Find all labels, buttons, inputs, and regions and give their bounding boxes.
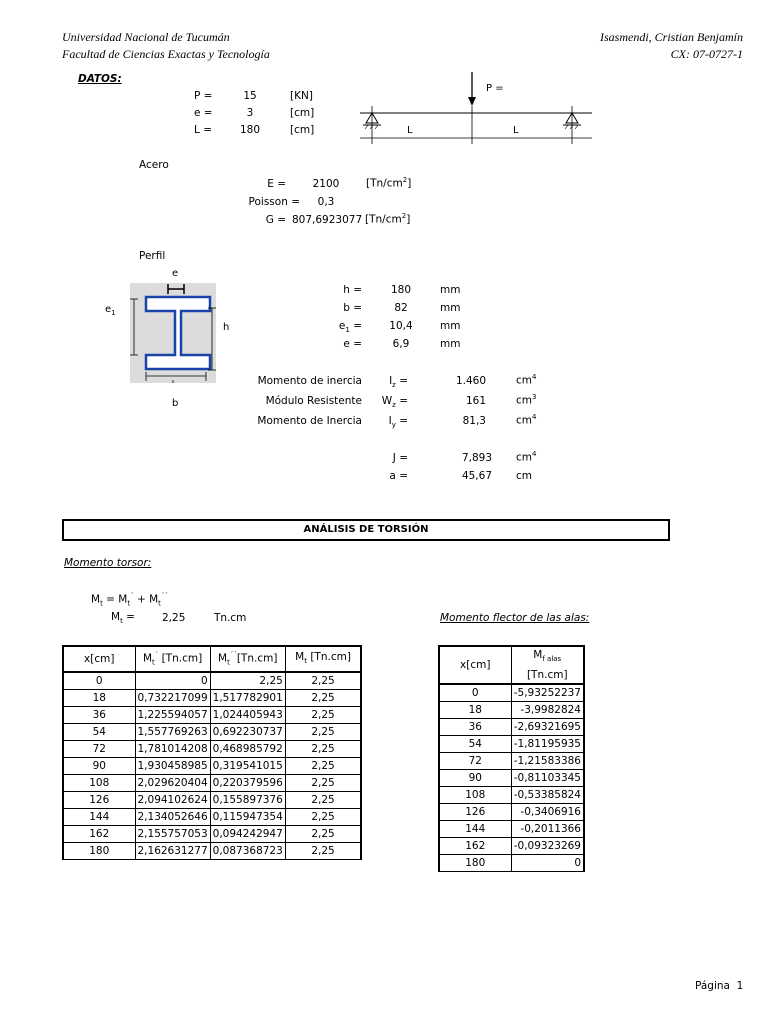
col-header-mt2: $M_t^{´´}[Tn.cm]$ <box>210 646 285 672</box>
page-number: Página 1 <box>695 980 744 992</box>
span-left-label: L <box>407 125 413 136</box>
table-row <box>63 757 361 774</box>
table-cell: 90 <box>439 770 511 787</box>
table-header-row <box>63 646 361 672</box>
table-row <box>439 702 584 719</box>
table-row <box>63 723 361 740</box>
table-cell: 2,25 <box>210 672 285 690</box>
table-cell: 0,692230737 <box>210 723 285 740</box>
faculty-name: Facultad de Ciencias Exactas y Tecnología <box>62 47 270 61</box>
university-name: Universidad Nacional de Tucumán <box>62 30 230 44</box>
table-cell: 2,25 <box>285 842 361 859</box>
datos-title: DATOS: <box>78 73 122 85</box>
table-row <box>439 804 584 821</box>
table-cell: 0 <box>511 855 584 872</box>
table-cell: 1,557769263 <box>135 723 210 740</box>
datos-value: 3 <box>246 107 254 119</box>
table-cell: 1,024405943 <box>210 706 285 723</box>
b-dim-label: b <box>172 398 179 409</box>
g-label: G = <box>265 214 286 226</box>
table-cell: 2,25 <box>285 791 361 808</box>
prop-name: Momento de Inercia <box>257 415 362 427</box>
table-cell: 0,155897376 <box>210 791 285 808</box>
col-header-mf: $M_{f alas}$ [Tn.cm] <box>511 646 584 684</box>
dim-unit: mm <box>440 284 461 296</box>
prop-unit: $cm^4$ <box>516 373 537 387</box>
torsor-title: Momento torsor: <box>64 557 152 569</box>
table-cell: -0,09323269 <box>511 838 584 855</box>
datos-value: 180 <box>239 124 261 136</box>
table-cell: 0,220379596 <box>210 774 285 791</box>
datos-label: e = <box>194 107 213 119</box>
poisson-label: Poisson = <box>248 196 300 208</box>
flector-table <box>438 645 585 872</box>
table-row <box>63 842 361 859</box>
table-cell: 2,25 <box>285 723 361 740</box>
table-cell: 2,25 <box>285 808 361 825</box>
dim-label: e = <box>343 338 362 350</box>
prop-symbol: $W_z$ = <box>381 395 408 410</box>
table-cell: 2,094102624 <box>135 791 210 808</box>
table-cell: 2,25 <box>285 689 361 706</box>
dim-unit: mm <box>440 302 461 314</box>
table-cell: 2,155757053 <box>135 825 210 842</box>
prop-value: 161 <box>465 395 486 407</box>
dim-unit: mm <box>440 338 461 350</box>
perfil-title: Perfil <box>139 250 166 262</box>
table-cell: 54 <box>439 736 511 753</box>
table-cell: 72 <box>439 753 511 770</box>
table-cell: 2,25 <box>285 706 361 723</box>
table-cell: 0,732217099 <box>135 689 210 706</box>
torsor-value: 2,25 <box>162 612 186 624</box>
table-cell: 1,517782901 <box>210 689 285 706</box>
table-row <box>63 808 361 825</box>
dim-value: 10,4 <box>389 320 413 332</box>
table-cell: 162 <box>63 825 135 842</box>
a-label: a = <box>389 470 408 482</box>
poisson-value: 0,3 <box>317 196 335 208</box>
table-cell: -1,21583386 <box>511 753 584 770</box>
datos-unit: [KN] <box>290 90 313 102</box>
prop-name: Momento de inercia <box>257 375 362 387</box>
e1-dim-label: $e_1$ <box>105 304 116 317</box>
e-label: E = <box>267 178 286 190</box>
torsor-unit: Tn.cm <box>214 612 247 624</box>
table-row <box>63 774 361 791</box>
table-row <box>439 855 584 872</box>
table-cell: 2,134052646 <box>135 808 210 825</box>
table-row <box>439 821 584 838</box>
table-cell: 0 <box>135 672 210 690</box>
datos-label: L = <box>194 124 212 136</box>
j-unit: $cm^4$ <box>516 450 537 464</box>
prop-unit: $cm^3$ <box>516 393 537 407</box>
prop-unit: $cm^4$ <box>516 413 537 427</box>
g-value: 807,6923077 <box>292 214 363 226</box>
dim-value: 180 <box>390 284 412 296</box>
table-cell: 2,162631277 <box>135 842 210 859</box>
e-dim-label: e <box>172 268 179 279</box>
table-cell: 2,25 <box>285 774 361 791</box>
prop-value: 81,3 <box>462 415 486 427</box>
table-cell: -0,3406916 <box>511 804 584 821</box>
table-row <box>439 770 584 787</box>
table-cell: -2,69321695 <box>511 719 584 736</box>
table-cell: 0,087368723 <box>210 842 285 859</box>
table-cell: 2,25 <box>285 757 361 774</box>
j-value: 7,893 <box>461 452 492 464</box>
col-header-x: x[cm] <box>63 646 135 672</box>
prop-value: 1.460 <box>455 375 486 387</box>
table-cell: -3,9982824 <box>511 702 584 719</box>
table-cell: 144 <box>63 808 135 825</box>
table-cell: 2,25 <box>285 740 361 757</box>
table-cell: 126 <box>439 804 511 821</box>
table-row <box>63 825 361 842</box>
prop-name: Módulo Resistente <box>265 395 362 407</box>
prop-symbol: $I_z$ = <box>389 375 408 390</box>
table-cell: 18 <box>439 702 511 719</box>
table-cell: 90 <box>63 757 135 774</box>
datos-label: P = <box>194 90 213 102</box>
table-cell: 2,25 <box>285 825 361 842</box>
table-cell: 144 <box>439 821 511 838</box>
table-row <box>63 672 361 690</box>
table-cell: 180 <box>63 842 135 859</box>
beam-diagram <box>360 70 600 150</box>
torsor-value-label: $M_t$ = <box>111 611 135 626</box>
table-row <box>63 689 361 706</box>
datos-unit: [cm] <box>290 124 315 136</box>
table-cell: 72 <box>63 740 135 757</box>
table-row <box>63 740 361 757</box>
table-cell: 180 <box>439 855 511 872</box>
table-cell: -1,81195935 <box>511 736 584 753</box>
table-cell: 18 <box>63 689 135 706</box>
dim-value: 82 <box>394 302 408 314</box>
datos-value: 15 <box>243 90 257 102</box>
span-right-label: L <box>513 125 519 136</box>
table-cell: 0,115947354 <box>210 808 285 825</box>
table-cell: 0 <box>439 684 511 702</box>
table-cell: 162 <box>439 838 511 855</box>
section-banner: ANÁLISIS DE TORSIÓN <box>62 519 670 541</box>
j-label: J = <box>392 452 408 464</box>
author-name: Isasmendi, Cristian Benjamín <box>600 30 743 44</box>
acero-title: Acero <box>139 159 169 171</box>
datos-unit: [cm] <box>290 107 315 119</box>
table-cell: 126 <box>63 791 135 808</box>
dim-label: b = <box>343 302 362 314</box>
table-row <box>439 753 584 770</box>
dim-label: $e_1$ = <box>338 320 362 335</box>
e-value: 2100 <box>312 178 340 190</box>
table-row <box>439 838 584 855</box>
table-cell: 108 <box>63 774 135 791</box>
table-cell: 1,781014208 <box>135 740 210 757</box>
table-cell: 36 <box>439 719 511 736</box>
col-header-mt1: $M_t^´$ [Tn.cm] <box>135 646 210 672</box>
dim-value: 6,9 <box>392 338 410 350</box>
g-unit: $[Tn/cm^2]$ <box>365 212 411 226</box>
table-cell: -0,53385824 <box>511 787 584 804</box>
table-cell: 0,468985792 <box>210 740 285 757</box>
table-cell: -0,81103345 <box>511 770 584 787</box>
table-cell: -5,93252237 <box>511 684 584 702</box>
table-cell: 1,225594057 <box>135 706 210 723</box>
h-dim-label: h <box>223 322 230 333</box>
table-row <box>439 719 584 736</box>
col-header-mt: $M_t$ [Tn.cm] <box>285 646 361 672</box>
table-cell: 108 <box>439 787 511 804</box>
torsor-table <box>62 645 362 860</box>
table-row <box>439 684 584 702</box>
table-row <box>63 791 361 808</box>
table-row <box>439 736 584 753</box>
table-cell: 2,25 <box>285 672 361 690</box>
load-arrow-head <box>468 97 476 106</box>
prop-symbol: $I_y$ = <box>388 415 408 430</box>
student-code: CX: 07-0727-1 <box>670 47 743 61</box>
table-cell: 54 <box>63 723 135 740</box>
torsor-equation: $M_t = M_t^´ + M_t^{´´}$ <box>91 592 168 608</box>
table-header-row <box>439 646 584 684</box>
col-header-x: x[cm] <box>439 646 511 684</box>
dim-label: h = <box>343 284 362 296</box>
table-cell: 0 <box>63 672 135 690</box>
dim-unit: mm <box>440 320 461 332</box>
table-cell: 0,319541015 <box>210 757 285 774</box>
table-cell: -0,2011366 <box>511 821 584 838</box>
i-beam-section-icon <box>98 262 238 412</box>
load-label: P = <box>486 83 504 94</box>
a-unit: cm <box>516 470 533 482</box>
table-cell: 2,029620404 <box>135 774 210 791</box>
table-row <box>439 787 584 804</box>
a-value: 45,67 <box>461 470 492 482</box>
table-cell: 1,930458985 <box>135 757 210 774</box>
e-unit: $[Tn/cm^2]$ <box>366 176 412 190</box>
table-row <box>63 706 361 723</box>
flector-title: Momento flector de las alas: <box>440 612 590 624</box>
table-cell: 0,094242947 <box>210 825 285 842</box>
table-cell: 36 <box>63 706 135 723</box>
